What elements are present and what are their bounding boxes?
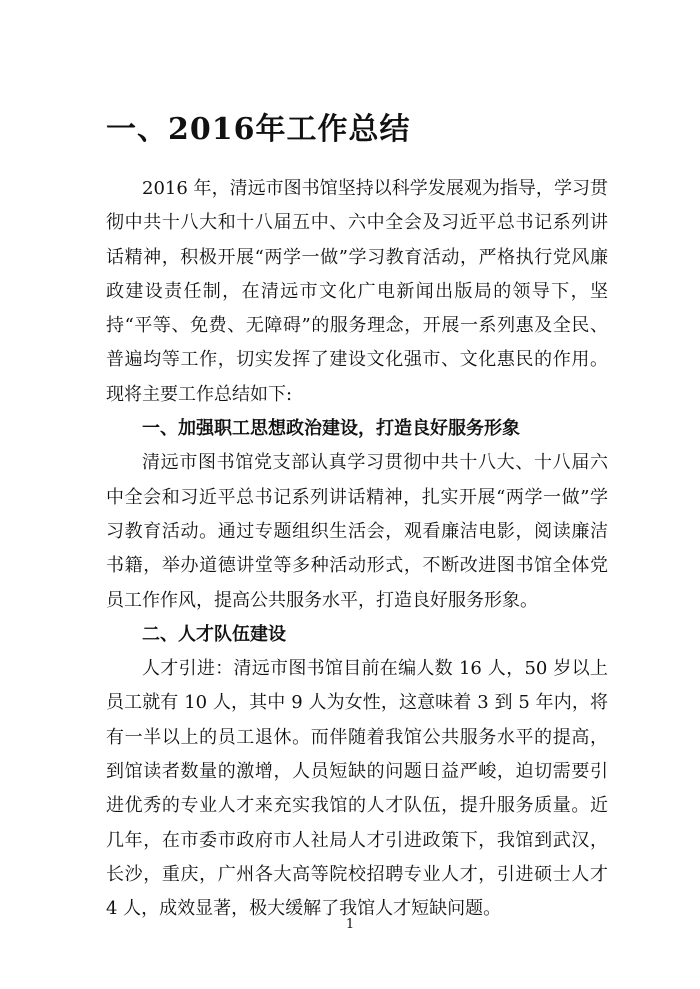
heading-talent-team: 二、人才队伍建设 (142, 623, 286, 645)
political-construction-paragraph: 清远市图书馆党支部认真学习贯彻中共十八大、十八届六中全会和习近平总书记系列讲话精神，扎实开展“两学一做”学习教育活动。通过专题组织生活会，观看廉洁电影，阅读廉洁书籍，举办道德讲堂等多种活动形式，不断改进图书馆全体党员工作作风，提高公共服务水平，打造良好服务形象。 (106, 452, 608, 611)
document-body (106, 172, 608, 927)
page-number: 1 (345, 917, 355, 932)
heading-political-construction: 一、加强职工思想政治建设，打造良好服务形象 (142, 418, 520, 440)
section-title: 一、2016年工作总结 (106, 112, 411, 147)
talent-team-paragraph: 人才引进：清远市图书馆目前在编人数 16 人，50 岁以上员工就有 10 人，其中 9 人为女性，这意味着 3 到 5 年内，将有一半以上的员工退休。而伴随着我馆公共服务水平的提高，到馆读者数量的激增，人员短缺的问题日益严峻，迫切需要引进优秀的专业人才来充实我馆的人才队伍，提升服务质量。近几年，在市委市政府市人社局人才引进政策下，我馆到武汉，长沙，重庆，广州各大高等院校招聘专业人才，引进硕士人才 4 人，成效显著，极大缓解了我馆人才短缺问题。 (106, 658, 608, 920)
intro-paragraph: 2016 年，清远市图书馆坚持以科学发展观为指导，学习贯彻中共十八大和十八届五中、六中全会及习近平总书记系列讲话精神，积极开展“两学一做”学习教育活动，严格执行党风廉政建设责任制，在清远市文化广电新闻出版局的领导下，坚持“平等、免费、无障碍”的服务理念，开展一系列惠及全民、普遍均等工作，切实发挥了建设文化强市、文化惠民的作用。现将主要工作总结如下: (106, 178, 608, 405)
